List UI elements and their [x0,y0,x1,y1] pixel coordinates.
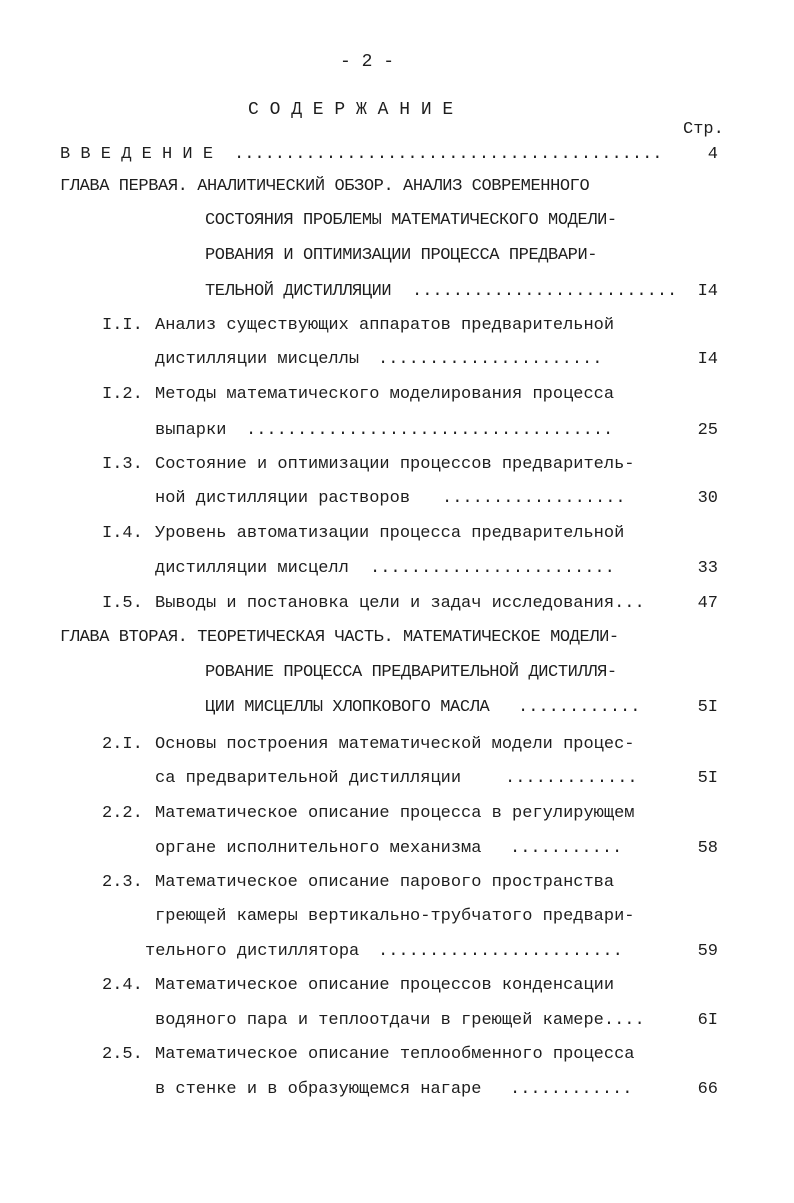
toc-entry-title-cont: ной дистилляции растворов [155,489,411,508]
toc-entry-title: Математическое описание теплообменного процесса [155,1045,635,1064]
toc-entry-title: Уровень автоматизации процесса предварительной [155,524,625,543]
toc-leader-dots: .......................... [412,282,678,301]
toc-page-number: I4 [697,350,718,369]
toc-leader-dots: .................. [442,489,626,508]
toc-entry-title-cont: органе исполнительного механизма [155,839,482,858]
toc-leader-dots: ........................ [370,559,615,578]
toc-entry-title: Математическое описание парового пространства [155,873,615,892]
toc-entry-title-cont: са предварительной дистилляции [155,769,462,788]
toc-entry-title-cont: ТЕЛЬНОЙ ДИСТИЛЛЯЦИИ [205,282,392,301]
toc-section-number: I.3. [102,455,143,474]
toc-entry-title-cont: водяного пара и теплоотдачи в греющей камере.... [155,1011,645,1030]
toc-entry-title: ГЛАВА ПЕРВАЯ. АНАЛИТИЧЕСКИЙ ОБЗОР. АНАЛИЗ СОВРЕМЕННОГО [60,177,590,196]
toc-entry-title: Математическое описание процесса в регулирующем [155,804,635,823]
toc-leader-dots: ............. [505,769,638,788]
toc-section-number: I.4. [102,524,143,543]
page-title: С О Д Е Р Ж А Н И Е [248,100,454,120]
toc-page-number: 4 [707,145,718,164]
toc-section-number: 2.2. [102,804,143,823]
toc-page-number: 5I [697,698,718,717]
toc-entry-title-cont: греющей камеры вертикально-трубчатого предвари- [155,907,635,926]
toc-entry-title-cont: ЦИИ МИСЦЕЛЛЫ ХЛОПКОВОГО МАСЛА [205,698,490,717]
toc-entry-title-cont: дистилляции мисцелл [155,559,349,578]
toc-page-number: 59 [697,942,718,961]
toc-entry-title: Выводы и постановка цели и задач исследования... [155,594,645,613]
page-number: - 2 - [339,52,394,72]
toc-page-number: 30 [697,489,718,508]
toc-entry-title: ГЛАВА ВТОРАЯ. ТЕОРЕТИЧЕСКАЯ ЧАСТЬ. МАТЕМАТИЧЕСКОЕ МОДЕЛИ- [60,628,619,647]
toc-entry-title: Основы построения математической модели процес- [155,735,635,754]
toc-section-number: 2.3. [102,873,143,892]
toc-page-number: I4 [697,282,718,301]
toc-leader-dots: .................................... [246,421,614,440]
toc-section-number: 2.4. [102,976,143,995]
toc-entry-title: Методы математического моделирования процесса [155,385,615,404]
toc-leader-dots: ........................ [378,942,623,961]
toc-leader-dots: ...................... [378,350,603,369]
toc-page-number: 25 [697,421,718,440]
toc-page-number: 47 [697,594,718,613]
toc-page-number: 5I [697,769,718,788]
toc-entry-title: Состояние и оптимизации процессов предваритель- [155,455,635,474]
toc-section-number: 2.I. [102,735,143,754]
toc-leader-dots: .......................................... [234,145,663,164]
toc-entry-title-cont: дистилляции мисцеллы [155,350,360,369]
toc-entry-title-cont: РОВАНИЕ ПРОЦЕССА ПРЕДВАРИТЕЛЬНОЙ ДИСТИЛЛЯ- [205,663,617,682]
toc-entry-title-cont: в стенке и в образующемся нагаре [155,1080,482,1099]
toc-page-number: 33 [697,559,718,578]
toc-page-number: 66 [697,1080,718,1099]
page-column-label: Стр. [683,120,724,139]
toc-entry-title: В В Е Д Е Н И Е [60,145,214,164]
toc-page-number: 58 [697,839,718,858]
toc-page-number: 6I [697,1011,718,1030]
toc-entry-title-cont: РОВАНИЯ И ОПТИМИЗАЦИИ ПРОЦЕССА ПРЕДВАРИ- [205,246,598,265]
toc-entry-title-cont: выпарки [155,421,227,440]
toc-entry-title: Анализ существующих аппаратов предварительной [155,316,615,335]
toc-entry-title-cont: СОСТОЯНИЯ ПРОБЛЕМЫ МАТЕМАТИЧЕСКОГО МОДЕЛИ- [205,211,617,230]
toc-entry-title: Математическое описание процессов конденсации [155,976,615,995]
toc-leader-dots: ........... [510,839,623,858]
toc-section-number: I.I. [102,316,143,335]
toc-leader-dots: ............ [510,1080,633,1099]
toc-section-number: 2.5. [102,1045,143,1064]
toc-section-number: I.5. [102,594,143,613]
toc-section-number: I.2. [102,385,143,404]
toc-entry-title-cont: тельного дистиллятора [145,942,360,961]
toc-leader-dots: ............ [518,698,641,717]
